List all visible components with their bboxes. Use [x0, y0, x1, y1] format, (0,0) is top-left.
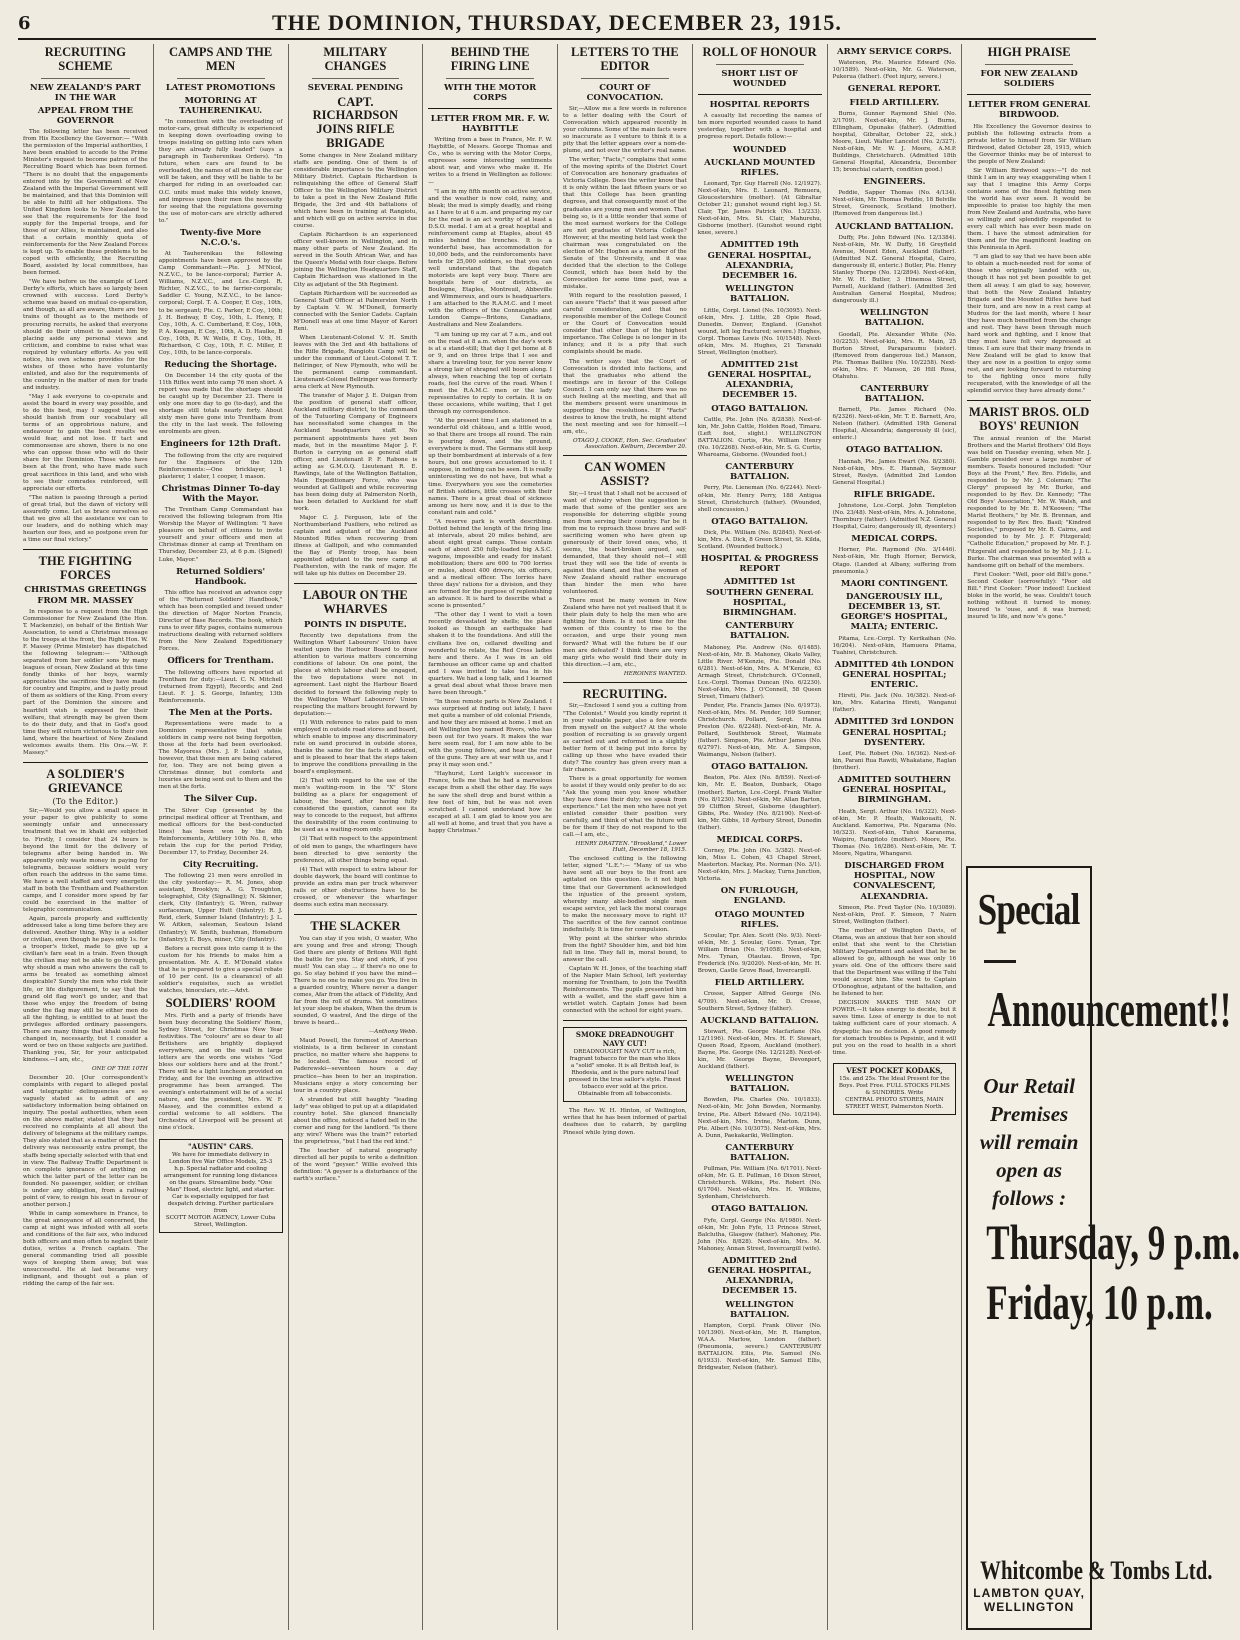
- article-paragraph: Peddie, Sapper Thomas (No. 4/134). Next-of-kin, Mr. Thomas Peddie, 18 Belville Street, Greenock, Scotland (mother). (Removed from dangerous list.): [832, 190, 957, 218]
- article-subheading: ARMY SERVICE CORPS.: [837, 47, 952, 57]
- article-paragraph: Beaton, Pte. Alex (No. 8/859). Next-of-kin, Mr. E. Beaton, Dunback, Otago (mother). Barton, Lce.-Corpl. Frank Walter (No. 8/1230). Next-of-kin, Mr. Allan Barton, 59 Cliffton Street, Gisborne (daughter). Gibbs, Pte. Wesley (No. 8/2190). Next-of-kin, Mr. Gibbs, 18 Ayrbury Street, Dunedin (father).: [697, 775, 822, 831]
- heading-rule: [177, 78, 265, 79]
- article-paragraph: Burns, Gunner Raymond Shiel (No. 2/1709). Next-of-kin, Mr. J. Burns, Ellingham, Opunake (father). (Admitted hospital, Gibraltar, October 22, sick.) Moore, Lieut. Walter Lancelot (No. 2/327). Next-of-kin, Mr. W. J. Moore, A.M.P. Buildings, Christchurch. (Admitted 18th General Hospital, Alexandria, December 15; bronchial catarrh, condition good.): [832, 110, 957, 174]
- section-rule: [294, 914, 418, 915]
- article-subheading: OTAGO BATTALION.: [845, 445, 943, 456]
- article-paragraph: Captain Richardson will be succeeded as General Staff Officer at Palmerston North by Captain V. W. M'Donell, formerly connected with the Senior Cadets. Captain M'Donell was at one time Mayor of Karori Reni.: [293, 290, 418, 332]
- article-paragraph: Heath, Sergt. Arthur (No. 16/322). Next-of-kin, Mr. P. Heath, Waikouaiti, N. Auckland. Kamoriwa, Pte. Ngarama (No. 16/323). Next-of-kin, Tuhoi Karanema, Waipiro, Rangitoto (mother). Moore, Pte. Thomas (No. 16/286). Next-of-kin, Mr. T. Moore, Ngatira, Whangarei.: [832, 808, 957, 857]
- article-paragraph: Horner, Pte. Raymond (No. 3/1446). Next-of-kin, Mr. Hugh Horner, Berwick, Otago. (Landed at Albany, suffering from pneumonia.): [832, 547, 957, 575]
- article-subheading: FOR NEW ZEALAND SOLDIERS: [980, 68, 1078, 89]
- article-subheading: CHRISTMAS GREETINGS FROM MR. MASSEY: [24, 585, 147, 606]
- article-subheading: ENGINEERS.: [863, 177, 926, 188]
- column-heading: ROLL OF HONOUR: [702, 45, 817, 59]
- article-paragraph: The following letter has been received from His Excellency the Governor:— "With the permission of the Imperial authorities, I have been enabled to accede to the Prime Minister's request to become patron of the Recruiting Board which has been formed. "There is no doubt that the engagements entered into by the Government of New Zealand with the Imperial Government will be maintained, and that this Dominion will be able to fulfil all her obligations. The United Kingdom looks to New Zealand to see that the requirements for the food supply for the Imperial troops, and for those of our Allies, is maintained, and also that a certain monthly quota of reinforcements for the New Zealand Forces is kept up. To enable these problems to be coped with efficiently, the Recruiting Board, assisted by local committees, has been formed.: [23, 129, 148, 277]
- article-paragraph: Scoular, Tpr. Alex. Scott (No. 9/3). Next-of-kin, Mr. J. Scoular, Gore. Tynan, Tpr. William Brian (No. 9/1058). Next-of-kin, Mrs. Tynan, Otautau. Brown, Tpr. Frederick (No. 9/2020). Next-of-kin, Mr. H. Brown, Castle Grove Road, Invercargill.: [697, 932, 822, 975]
- article-paragraph: Maud Powell, the foremost of American violinists, is a firm believer in constant practice, no matter where she happens to be located. The famous record of Paderewski—seventeen hours a day practice—has been to her an inspiration. Musicians enjoy a story concerning her tour in a country place.: [293, 1038, 418, 1094]
- ad-title: SMOKE DREADNOUGHT NAVY CUT!: [575, 1030, 674, 1049]
- heading-rule: [716, 64, 804, 65]
- article-subheading: LETTER FROM MR. F. W. HAYBITTLE: [430, 113, 550, 135]
- article-paragraph: Major C. J. Ferguson, late of the Northumberland Fusiliers, who retired as captain and adjutant of the Auckland Mounted Rifles when recovering from illness at Gallipoli, and who commanded the Bay of Plenty troop, has been appointed adjutant to the new camp at Featherston, with the rank of major. He will take up his duties on December 29.: [293, 515, 418, 578]
- article-paragraph: The Trentham Camp Commandant has received the following telegram from His Worship the Mayor of Wellington: "I have pleasure on behalf of citizens to invite yourself and your officers and men at Christmas dinner at camp at Trentham on Thursday, December 23, at 6 p.m. (Signed) Luke, Mayor.": [158, 507, 283, 563]
- article-subheading: RIFLE BRIGADE.: [853, 489, 936, 500]
- article-paragraph: The transfer of Major J. E. Duigan from the position of general staff officer, Auckland military district, to the command of the Tutuorling Company of Engineers has necessitated some changes in the Auckland headquarters staff. No permanent appointments have yet been made, but in the meantime Major J. F. Burton is carrying on as general staff officer, and Lieutenant P. F. Rabone is acting as G.M.O.Q. Lieutenant R. E. Rawlings, late of the Wellington Battalion, Main Expeditionary Force, who was wounded at Gallipoli and while recovering has been doing duty at Palmerston North, has been detailed to Auckland for staff work.: [293, 393, 418, 512]
- article-subheading: HOSPITAL & PROGRESS REPORT: [700, 554, 819, 575]
- column-8: [961, 44, 1240, 1630]
- article-subheading: WELLINGTON BATTALION.: [725, 284, 794, 305]
- newspaper-title: THE DOMINION, THURSDAY, DECEMBER 23, 1915.: [272, 10, 842, 35]
- article-paragraph: The enclosed cutting is the following letter, signed "L.E.":— "Many of us who have sent all our boys to the front are agitated on this question. Is it not high time that our Government acknowledged the injustice of the present system, whereby many able-bodied single men escape service, yet lack the moral courage to make the necessary move to right it? The sacrifice of the few cannot continue indefinitely. It is time for compulsion.: [563, 856, 687, 933]
- article-subheading: MOTORING AT TAUHERENIKAU.: [179, 95, 263, 116]
- article-headline: RECRUITING.: [582, 686, 668, 701]
- column-heading: RECRUITING SCHEME: [44, 45, 126, 73]
- article-subheading: OTAGO BATTALION.: [711, 516, 809, 527]
- ad-footer: SCOTT MOTOR AGENCY, Lower Cuba Street, Wellington.: [165, 1214, 276, 1228]
- article-paragraph: First Cooker: "Well, poor old Bill's gone." Second Cooker (sorrowfully): "Poor old Bill." First Cooker: "Poor indeed! Luckiest bloke in the world, he was. Couldn't touch nothing without it turned to money. Insured 'is 'ouse, and it was burned; insured 'is life, and now 'e's gone.": [967, 571, 1091, 620]
- article-paragraph: The following 21 men were enrolled in the city yesterday:— R. M. Jones, shop assistant, Brooklyn; A. G. Troughton, telegraphist, City (Signalling); N. Skinner, clerk, City (Infantry); G. Wren, railway surfaceman, Upper Hutt (Infantry); R. J. Reid, clerk, Sumner Island (Infantry); J. L. W. Aitken, salesman, Seatoun Island (Infantry); W. Smith, bushman, Homeburn (Infantry); E. Boys, miner, City (Infantry).: [158, 873, 283, 943]
- ad-special: Special: [968, 886, 1065, 982]
- article-subheading: WOUNDED: [732, 144, 787, 155]
- column-4: [422, 44, 557, 1630]
- article-paragraph: "The nation is passing through a period of great trial, but the dawn of victory will assuredly come. Let us brace ourselves so that we give all the assistance we can to our leaders, and do nothing which may hearten our foes, and so postpone even for a time our final victory.": [23, 494, 148, 543]
- article-paragraph: On December 14 the city quota of the 11th Rifles went into camp 76 men short. A report was made that the shortage should be caught up by December 23. There is only one more day to go (to-day), and the shortage still totals nearly forty. About sixty men have gone into Trentham from the city in the last week. The following enrolments are given.: [158, 373, 283, 436]
- article-paragraph: Goodall, Pte. Alexander White (No. 10/2253). Next-of-kin, Mrs. R. Main, 25 Burton Street, Paraparaumu (sister). (Removed from dangerous list.) Manson, Pte. Thomas Baillieu (No. 10/2258). Next-of-kin, Mrs. F. Manson, 26 Hill Rosa, Otahuhu.: [832, 331, 957, 380]
- section-rule: [23, 762, 148, 763]
- article-subheading: OTAGO BATTALION.: [711, 1204, 809, 1215]
- article-subheading: Engineers for 12th Draft.: [160, 439, 281, 450]
- article-paragraph: Johnstone, Lce.-Corpl. John Templeton (No. 23/48). Next-of-kin, Mrs. A. Johnstone, Thornbury (father). (Admitted N.Z. General Hospital, Cairo; dangerously ill, dysentery.): [832, 503, 957, 531]
- article-paragraph: "I am tuning up my car at 7 a.m., and out on the road at 8 a.m. when the day's work is at a stand-still; that day I get home at 8 or 9, and on three trips that I see and share a traveling tour, for you never know a strong lair of shrapnel will boom along. I always, when reaching the top of certain roads, feel the curve of the road. When I meet the R.A.M.C. men or the lady representative to reply to certain. It is on these occasions, while waiting, that I get through my correspondence.: [428, 331, 552, 416]
- article-subheading: CANTERBURY BATTALION.: [725, 462, 794, 483]
- article-subheading: DANGEROUSLY ILL, DECEMBER 13, ST. GEORGE'S HOSPITAL, MALTA; ENTERIC.: [840, 591, 948, 633]
- article-paragraph: (2) That with regard to the use of the men's waiting-room in the "X" Store building as a place for engagement of labour, the board, after having fully considered the question, cannot see its way to concede to the request, but affirms the desirability of the room continuing to be used as a waiting-room only.: [293, 778, 418, 834]
- article-subheading: CANTERBURY BATTALION.: [860, 383, 929, 405]
- article-paragraph: Sir,—Allow me a few words in reference to a letter dealing with the Court of Convocation which appeared recently in your columns. Some of the main facts were so inaccurate as I venture to think it is a pity that the letter appears over a nom-de-plume, and not over the writer's real name.: [563, 105, 687, 155]
- article-subheading: WELLINGTON BATTALION.: [725, 1299, 794, 1320]
- ad-body: DREADNOUGHT NAVY CUT is rich, fragrant tobacco for the man who likes a "solid" smoke. It is all British leaf, is Rhodesia, and is the pure natural leaf pressed in the true sailor's style. Finest tobacco ever sold at the price. Obtainable from all tobacconists.: [568, 1049, 682, 1098]
- article-subheading: SEVERAL PENDING: [307, 82, 404, 93]
- article-paragraph: Bowden, Pte. Charles (No. 10/1833). Next-of-kin, Mr. John Bowden, Normanby. Irvine, Pte. Albert Edward (No. 10/2194). Next-of-kin, Mrs. Irvine, Marton. Dunn, Pte. Albert (No. 10/3075). Next-of-kin, Mrs. A. Dunn, Paekakariki, Wellington.: [697, 1097, 822, 1139]
- section-rule: [967, 400, 1091, 401]
- article-headline: CAN WOMEN ASSIST?: [584, 460, 666, 488]
- article-paragraph: December 20. [Our correspondent's complaints with regard to alleged postal and telegraphic delinquencies are so vaguely stated as to admit of any satisfactory information being obtained on inquiry. The postal authorities, when seen on the above matter, stated that they had received no complaints at all about the delivery of telegrams at the military camps. They also stated that as a matter of fact the delivery was necessarily extra prompt, the staffs being specially selected with that end in view. The Railway Traffic Department is on complete ignorance of anything on which the latter part of the letter can be founded. No passenger, soldier, or civilian is under any obligation, from a railway point of view, to resign his seat in favour of another person.]: [23, 1075, 148, 1208]
- article-paragraph: Captain Richardson is an experienced officer well-known in Wellington, and in many other parts of New Zealand. He served in the South African War, and has the Queen's Medal with four clasps. Before joining the Wellington Headquarters Staff, Captain Richardson was stationed in the City as adjutant of the 5th Regiment.: [293, 232, 418, 288]
- article-subheading: WITH THE MOTOR CORPS: [444, 82, 537, 103]
- article-subheading: ADMITTED 19th GENERAL HOSPITAL, ALEXANDRIA, DECEMBER 16.: [707, 240, 812, 281]
- article-paragraph: Mrs. Firth and a party of friends have been busy decorating the Soldiers' Room, Sydney Street, for Christmas New Year festivities. The "colours" are so dear to all Britishers are brightly displayed everywhere, and on the wall in large letters are the words one wishes "God bless our soldiers here and at the front." There will be a light luncheon provided on Friday, and for the evening an attractive programme has been arranged. The evening's entertainment will be of a social nature, and the president, Mrs. W. F. Massey, and the committee extend a cordial welcome to all soldiers. The Orchestra of Liverpool will be present at nine o'clock.: [158, 1012, 283, 1132]
- article-signature: HENRY DRATTEN. "Brookland," Lower Hutt, December 18, 1915.: [575, 841, 687, 854]
- ad-title: "AUSTIN" CARS.: [187, 1141, 254, 1151]
- article-paragraph: Hampton, Corpl. Frank Oliver (No. 10/1390). Next-of-kin, Mr. R. Hampton, W.A.A. Marlow, London (father). (Pneumonia, severe.) CANTERBURY BATTALION. Ellis, Pte. Samuel (No. 6/1933). Next-of-kin, Mr. Samuel Ellis, Bridgwater, Nelson (father).: [697, 1322, 822, 1372]
- article-paragraph: The following from the city are required for the Engineers of the 12th Reinforcements:—One bricklayer, 1 plasterer, 1 slater, 1 cooper, 1 mason.: [158, 452, 283, 480]
- ad-footer: CENTRAL PHOTO STORES, MAIN STREET WEST, Palmerston North.: [845, 1096, 944, 1110]
- ad-announcement: Announcement!!: [987, 981, 1232, 1037]
- article-paragraph: The mother of Wellington Davis, of Otama, was an anxious that her son should enlist that she went to the Christian Military Department and asked that he be allowed to go, although he was only 16 years old. One of the officers there said that the Department was willing if the Tuhi would accept him. She went to Captain O'Donoghue, adjutant of the battalion, and he listened to her.: [832, 927, 957, 998]
- section-rule: [967, 94, 1091, 95]
- article-paragraph: Waterson, Pte. Maurice Edward (No. 10/1589). Next-of-kin, Mr. G. Waterson, Pukerua (father). (Feet injury, severe.): [832, 60, 957, 81]
- masthead: [18, 8, 1096, 40]
- ad-body: We have for immediate delivery in London five War Office Models, 25-3 h.p. Special radiator and cooling arrangement for running long distances on the gears. Streamline body. "One Man" Hood, electric light, and starter. Car is especially equipped for fast despatch driving. Further particulars from: [163, 1151, 278, 1214]
- article-headline: LABOUR ON THE WHARVES: [303, 588, 408, 617]
- article-paragraph: Cattle, Pte. John (No. 8/2838). Next-of-kin, Mr. John Cattle, Holden Road, Timaru. (Left foot, slight.) WELLINGTON BATTALION. Curtis, Pte. William Henry (No. 10/2268). Next-of-kin, Mr. S. G. Curtis, Whareama, Gisborne. (Wounded foot.): [697, 416, 822, 459]
- column-6: [692, 44, 827, 1630]
- article-paragraph: Pender, Pte. Francis James (No. 6/1973). Next-of-kin, Mrs. M. Pender, 169 Sumner, Christchurch. Pollard, Sergt. Hanna Preston (No. 6/2248). Next-of-kin, Mr. A. Pollard, Southbrook Street, Waimate (father). Simpson, Pte. Arthur James (No. 6/2797). Next-of-kin, Mr. A. Simpson, Waimangu, Nelson (father).: [697, 702, 822, 759]
- article-paragraph: Fyfe, Corpl. George (No. 8/1980). Next-of-kin, Mr. John Fyfe, 13 Princes Street, Balclutha, Glasgow (father). Mahoney, Pte. John (No. 8/828). Next-of-kin, Mrs. M. Mahoney, Annan Street, Invercargill (wife).: [697, 1217, 822, 1252]
- ad-address: LAMBTON QUAY, WELLINGTON: [973, 1586, 1085, 1614]
- article-paragraph: Barnett, Pte. James Richard (No. 6/2326). Next-of-kin, Mr. T. E. Barnett, Aro, Nelson (father). (Admitted 19th General Hospital, Alexandria; dangerously ill (sic), enteric.): [832, 407, 957, 442]
- article-paragraph: The Rev. W. H. Hinton, of Wellington, writes that he has been informed of partial deafness due to catarrh, by gargling Pinesol while lying down.: [563, 1108, 687, 1136]
- article-paragraph: The annual reunion of the Marist Brothers and the Marist Brothers' Old Boys was held on Tuesday evening, when Mr. J. Gamble presided over a large number of members. Toasts honoured included: "Our Boys at the Front," Rev. Bro. Fidelis, and responded to by Mr. J. Coleman; "The Clergy" proposed by Mr. Burke, and responded to by Rev. Dr. Kennedy; "The Old Boys' Association," Mr. W. Walsh, and responded to by Mr. E. M'Keowen; "The Marist Brothers," by Mr. B. Brennan, and responded to by Rev. Bro. Basil; "Kindred Societies," proposed by Mr. B. Cairns, and responded to by Mr. J. F. Fitzgerald; "Catholic Education," proposed by Mr. F. J. Fitzgerald and responded to by Mr. J. J. L. Burke. The chairman was presented with a handsome gift on behalf of the members.: [967, 435, 1091, 569]
- heading-rule: [312, 78, 400, 79]
- article-paragraph: (4) That with respect to extra labour for double daywork, the board will continue to provide an extra man per truck wherever rails or other obstructions have to be crossed, or whenever the wharfinger deems such extra man necessary.: [293, 866, 418, 908]
- article-paragraph: Sir,—I trust that I shall not be accused of want of chivalry when the suggestion is made that some of the gentler sex are responsible for deterring eligible young men from serving their country. Far be it from me to reproach those brave and self-sacrificing women who have given up generously of their loved ones, who, it seems, the heart-broken argued, say, demanded, that they should not—I still trust they will see the tide of events is against this stand, and that the women of New Zealand should rather encourage than hinder the men who have volunteered.: [563, 490, 687, 596]
- article-paragraph: Sir,—Would you allow a small space in your paper to give publicity to some seemingly unfair and unnecessary treatment that we in khaki are subjected to. Firstly, I consider that 24 hours is beyond the limit for the delivery of telegrams after being handed in. We apparently only waste money in paying for telegrams, because soldiers would very often reach the address in the same time. We have a well staffed and very energetic staff in both the Trentham and Featherston camps, and I consider more speed by far could be exercised in the matter of telegraphic communication.: [23, 808, 148, 913]
- article-paragraph: The following officers have reported at Trentham for duty:—Lieut. C. N. Mitchell (returned from Egypt), Records; and 2nd Lieut. F. J. S. George, Infantry, 13th Reinforcements.: [158, 669, 283, 704]
- article-paragraph: Simeon, Pte. Fred Taylor (No. 10/3089). Next-of-kin, Prof. F. Simeon, 7 Nairn Street, Wellington (father).: [832, 904, 957, 925]
- article-subheading: City Recruiting.: [182, 859, 259, 870]
- article-signature: —Anthony Webb.: [368, 1029, 418, 1036]
- column-heading: BEHIND THE FIRING LINE: [450, 45, 530, 73]
- article-subheading: ADMITTED 3rd LONDON GENERAL HOSPITAL; DYSENTERY.: [834, 717, 955, 748]
- article-subheading: WELLINGTON BATTALION.: [725, 1074, 794, 1095]
- article-paragraph: At Tauherenikau the following appointments have been approved by the Camp Commandant:—Pte. J. M'Nicol, N.Z.V.C., to be lance-corporal; Farrier A. Williams, N.Z.V.C., and Lce.-Corpl. R. Richter, N.Z.V.C., to be farrier-corporals; Saddler C. Young, N.Z.V.C., to be lance-corporal; Corpl. T. A. Cooper, E Coy., 10th, to be sergeant; Pte. C. Parker, E Coy., 10th; J. H. Bedway, E Coy., 10th, L. Henry, E Coy., 10th, A. C. Cumberland, E Coy., 10th, P. A. Keegan, E Coy., 10th, A. D. Haulke, B Coy., 10th, R. W. Wells, E Coy., 10th, H. Richardson, C Coy., 10th, F. C. Miller, E Coy., 10th, to be lance-corporals.: [158, 251, 283, 356]
- article-paragraph: The writer says that the Court of Convocation is divided into factions, and that the graduates who attend the meetings are in favour of the College Council. I can only say that there was no such feeling at the meeting, and that all the members present were unanimous in supporting the resolutions. If "Facts" desires to know the truth, he might attend the next meeting and see for himself.—I am, etc.,: [563, 358, 687, 435]
- article-paragraph: "Hayhurst, Lord Leigh's successor in France, tells me that he had a marvelous escape from a shell the other day. He says he saw the shell drop and burst within a few feet of him, but he was not even scratched. I cannot understand how he escaped at all. I am glad to know you are all well at home, and trust that you have a happy Christmas.": [428, 771, 552, 834]
- article-subheading: AUCKLAND BATTALION.: [700, 1015, 819, 1026]
- article-paragraph: The teacher of natural geography directed all her pupils to write a definition of the word "geyser." Willie evolved this definition: "A geyser is a disturbance of the earth's surface.": [293, 1147, 418, 1183]
- article-paragraph: This office has received an advance copy of the "Returned Soldiers' Handbook," which has been compiled and issued under the direction of Major Norton Francis, Director of Base Records. The book, which runs to over fifty pages, contains numerous instructions dealing with returned soldiers from the New Zealand Expeditionary Forces.: [158, 589, 283, 653]
- article-headline: SOLDIERS' ROOM: [165, 995, 276, 1010]
- ad-thursday-hours: Thursday, 9 p.m.: [986, 1214, 1240, 1270]
- article-subheading: SHORT LIST OF WOUNDED: [721, 68, 798, 89]
- article-paragraph: Representations were made to a Dominion representative that while soldiers in camp were not being forgotten, those at the forts had been overlooked. The Mayoress (Mrs. J. P. Luke) states, however, that these men are being catered for, too. They are not being given a Christmas dinner, but comforts and luxuries are being sent out to them and the men at the forts.: [158, 720, 283, 791]
- article-paragraph: Some changes in New Zealand military staffs are pending. One of them is of considerable importance to the Wellington Military District. Captain Richardson is relinquishing the office of General Staff Officer to the Wellington Military District to take a post in the New Zealand Rifle Brigade, the 3rd and 4th battalions of which have been in training at Rangiotu, and which will go on active service in due course.: [293, 152, 418, 230]
- column-heading: HIGH PRAISE: [987, 45, 1071, 59]
- article-subheading: CANTERBURY BATTALION.: [725, 621, 794, 642]
- column-heading: LETTERS TO THE EDITOR: [571, 45, 679, 73]
- article-paragraph: There must be many women in New Zealand who have not yet realised that it is their plain duty to help the men who are fighting for them. Is it not time for the women of this country to rise to the occasion, and urge their young men forward? What will the future be if our men are defeated? I think there are very many girls who would find their duty in this direction.—I am, etc.,: [563, 598, 687, 668]
- ad-friday-hours: Friday, 10 p.m.: [986, 1274, 1214, 1330]
- article-paragraph: While in camp somewhere in France, to the great annoyance of all concerned, the camp at night was infested with all sorts and conditions of the fair sex, who induced both officers and men often to neglect their duties, writes a French captain. The general commanding tried all possible ways of keeping them away, but was unsuccessful. He at last became very indignant, and thought out a plan of ridding the camp of the fair sex.: [23, 1210, 148, 1288]
- article-paragraph: Before a recruit goes into camp it is the custom for his friends to make him a presentation. Mr. A. E. M'Donald states that he is prepared to give a special rebate of 10 per cent. (is a clearance) of all soldier's requisites, such as wristlet watches, binoculars, etc.—Advt.: [158, 945, 283, 994]
- article-paragraph: Why point at the shirker who shrinks from the fight? Shoulder him, and bid him fall in line. They fall in, moral bound, to answer the call.: [563, 935, 687, 963]
- article-paragraph: "We have before us the example of Lord Derby's efforts, which have so largely been crowned with success. Lord Derby's scheme was based on mutual co-operation, and though, as all are aware, there are two trains of thought as to the methods of procuring recruits, he asked that everyone should do their utmost to assist him by placing aside any personal views and criticism, and combine to raise what was required by voluntary efforts. As you will notice, his own scheme provides for the wishes of those who have voluntarily enlisted, and also for the requirements of the country in the matter of men for trade and industry.: [23, 279, 148, 391]
- page-number: 6: [18, 12, 31, 34]
- article-paragraph: (1) With reference to rates paid to men employed in outside road stores and board, which enable to impose any discriminatory rate on sand procured in outside stores, thanks the same for the facts it adduced, and is pleased to hear that the steps taken to improve the conditions prevailing in the board's employment.: [293, 719, 418, 776]
- article-paragraph: There is a great opportunity for women to assist if they would only prefer to do so: "Ask the young men you know whether they have done their duty; we speak from experience." Let the men who have not yet enlisted consider their position very carefully, and think of what the future will be for them if they do not respond to the call.—I am, etc.,: [563, 775, 687, 839]
- article-paragraph: Crosse, Sapper Alfred George (No. 4/709). Next-of-kin, Mr. D. Crosse, Southern Street, Sydney (father).: [697, 991, 822, 1012]
- ad-firm-name: Whitcombe & Tombs Ltd.: [980, 1556, 1213, 1585]
- ad-dash: [984, 960, 1016, 963]
- heading-rule: [41, 78, 130, 79]
- article-paragraph: "In those remote parts is New Zealand. I was surprised at finding out lately, I have met quite a number of old colonial Friends, and how they are missed at home. I met an old Wellington boy named Rivers, who has been out for two years. It makes the war here seem real, for I am now able to be with the young fellows, and hear the roar of the guns. They are at war with us, and I pray it may soon end.": [428, 698, 552, 769]
- article-subheading: Officers for Trentham.: [167, 656, 274, 667]
- article-paragraph: The Silver Cup (presented by the principal medical officer at Trentham, and medical officers for the best-conducted lines) has been won by the 8th Reinforcements, Artillery 10th No. 8, who retain the cup for the period Friday, December 17, to Friday, December 24.: [158, 807, 283, 856]
- article-paragraph: "May I ask everyone to co-operate and assist the board in every way possible, and to do this best, may I suggest that we should banish from our vocabulary all terms of an opprobrious nature, and endeavour to gain the best results we would fear, and not lose. If tact and commonsense are shown, there is no one who can oppose those who will do their share for the Dominion. Those who have been at the front, who have made such great sacrifices in this land, and who wish to see their comrades reinforced, will appreciate our efforts.: [23, 393, 148, 492]
- article-paragraph: Pullman, Pte. William (No. 6/1701). Next-of-kin, Mr. G. E. Pullman, 16 Dixon Street, Christchurch. Wilkins, Pte. Robert (No. 6/1704). Next-of-kin, Mrs. H. Wilkins, Sydenham, Christchurch.: [697, 1166, 822, 1201]
- article-subheading: Twenty-five More N.C.O.'s.: [180, 227, 262, 248]
- column-grid: [18, 44, 1240, 1630]
- article-headline: THE FIGHTING FORCES: [38, 553, 133, 582]
- article-paragraph: A casualty list recording the names of ten more reported wounded cases to hand yesterday, together with a hospital and progress report. Details follow:—: [697, 113, 822, 141]
- article-paragraph: Sir William Birdwood says:—"I do not think I am in any way exaggerating when I say that I imagine this Army Corps contains some of the finest fighting men the world has ever seen. It would be impossible to praise too highly the men from New Zealand and Australia, who have so willingly and splendidly responded to every call which has ever been made on them. I have the utmost admiration for them and for the magnificent leading on this Peninsula in April.: [967, 167, 1091, 252]
- article-subheading: ADMITTED SOUTHERN GENERAL HOSPITAL, BIRMINGHAM.: [837, 775, 951, 806]
- article-headline: THE SLACKER: [310, 918, 401, 933]
- classified-advertisement: [159, 1139, 283, 1233]
- article-paragraph: When Lieutenant-Colonel V. H. Smith leaves with the 3rd and 4th battalions of the Rifle Brigade, Rangiotu Camp will be under the command of Lieut.-Colonel T. T. Bellringer, of New Plymouth, who will be the permanent camp commandant. Lieutenant-Colonel Bellringer was formerly area clerk at New Plymouth.: [293, 334, 418, 391]
- article-paragraph: Hannah, Pte. James Ewart (No. 8/2380). Next-of-kin, Mrs. E. Hannah, Seymour Street, Roslyn. (Admitted 2nd London General Hospital.): [832, 458, 957, 486]
- article-subheading: Christmas Dinner To-day With the Mayor.: [161, 483, 280, 505]
- article-subheading: FIELD ARTILLERY.: [714, 978, 805, 989]
- ad-title: VEST POCKET KODAKS,: [846, 1065, 943, 1075]
- column-3: [288, 44, 423, 1630]
- article-subheading: DISCHARGED FROM HOSPITAL, NOW CONVALESCENT, ALEXANDRIA.: [844, 860, 945, 902]
- article-paragraph: You can stay if you wish, O waster, Who are young and free and strong; Though God there are plenty of Britons Will fight the battle for you. Stay and shirk, if you must! You can stay ... if there's no one to go. So stay behind if you have the mind— There is no one to make you go. You live in a guarded country, Where never a danger comes, Afar from the attack of Fidelity, And far from the roll of drums. Yet sometimes let your sleep be shaken, When the drum is sounded, O wastrel, And the dirge of the brave is heard...: [293, 935, 418, 1027]
- article-paragraph: (3) That with respect to the appointment of old men to gangs, the wharfingers have been directed to give seniority the preference, all other things being equal.: [293, 836, 418, 864]
- article-subheading: CANTERBURY BATTALION.: [725, 1142, 794, 1163]
- article-paragraph: A stranded but still haughty "leading lady" was obliged to put up at a dilapidated country hotel. She glanced financially about the office, noticed a faded bell in the corner and rang for the landlord. "Is there any wire? Where was the train?" retorted the proprietress, "but I had the red kind.": [293, 1096, 418, 1145]
- article-paragraph: Perry, Pte. Lieneman (No. 6/2244). Next-of-kin, Mr. Henry Perry, 188 Antigua Street, Christchurch (father). (Wounded, shell concussion.): [697, 485, 822, 513]
- column-5: [557, 44, 692, 1630]
- article-paragraph: Leef, Pte. Robert (No. 16/362). Next-of-kin, Parani Rua Rawiti, Whakatane, Raglan (brother).: [832, 750, 957, 772]
- article-signature: ONE OF THE 10TH: [91, 1066, 148, 1073]
- heading-rule: [581, 78, 669, 79]
- article-paragraph: "In connection with the overloading of motor-cars, great difficulty is experienced in keeping down overloading owing to troops insisting on getting into cars when they are already fully loaded" (says a paragraph in Tauherenikau Orders). "In future, when cars are found to be overloaded, the names of all men in the car will be taken, and they will be liable to be charged for riding in an overloaded car. O.C. units must make this widely known, and impress upon their men the necessity for seeing that the regulations governing the use of motor-cars are strictly adhered to.": [158, 119, 283, 224]
- article-paragraph: His Excellency the Governor desires to publish the following extracts from a private letter to himself from Sir William Birdwood, dated October 28, 1915, which the Governor thinks may be of interest to the people of New Zealand:: [967, 123, 1091, 165]
- article-subheading: ADMITTED 21st GENERAL HOSPITAL, ALEXANDRIA, DECEMBER 15.: [707, 359, 812, 401]
- article-paragraph: Little, Corpl. Lionel (No. 10/3095). Next-of-kin, Mrs. J. Little, 28 Opie Road, Dunedin. Denver, England. (Gunshot wound, left leg fractured; severe.) Hughes, Corpl. Thomas Lewis (No. 10/1548). Next-of-kin, Mrs. M. Hughes, 21 Taranaki Street, Wellington (mother).: [697, 307, 822, 356]
- article-paragraph: "I am in my fifth month on active service, and the weather is now cold, rainy, and bleak; the mud is simply deadly, and rising as I have to at 6 a.m. and preparing my car for the road is an act worthy of at least a D.S.O. medal. I am at a great hospital and reinforcement camp at Etaples, about 45 miles behind the trenches. It is a wonderful base, has accommodation for 10,000 beds, and the reinforcements have tents for 25,000 soldiers, so that you can well understand that the dispatch motorists are kept very busy. There are hospitals here of our districts, as Boulogne, Etaples, Montreuil, Abbeville and Wimmereux, and ours is headquarters. I am attached to the R.A.M.C. and I meet with the officers of the Connaughts and London Camps—Britons, Canadians, Australians and New Zealanders.: [428, 188, 552, 329]
- article-paragraph: Recently two deputations from the Wellington Wharf Labourers' Union have waited upon the Harbour Board to draw attention to various matters concerning conditions of labour. On one point, the places at which labour shall be engaged, the two deputations were not in agreement. Last night the Harbour Board decided to forward the following reply to the Wellington Wharf Labourers' Union respecting the matters brought forward by deputation:—: [293, 633, 418, 717]
- article-subheading: NEW ZEALAND'S PART IN THE WAR: [29, 82, 141, 103]
- section-rule: [294, 583, 418, 584]
- article-paragraph: "The other day I went to visit a town recently devastated by shells; the place looked as though an earthquake had shaken it to the foundations. And still the civilians live on, cellared dwelling and wonderful to relate, the Red Cross ladies here and there. As I was in an old farmhouse an officer came up and chatted and I was invited to take tea in his quarters. We had a long talk, and I learned a great deal about what these brave men have been through.": [428, 612, 552, 696]
- section-rule: [563, 1020, 687, 1021]
- article-paragraph: Duffy, Pte. John Edward (No. 12/3384). Next-of-kin, Mr. W. Duffy, 16 Greyfield Avenue, Mount Eden, Auckland (father). (Admitted N.Z. General Hospital, Cairo, dangerously ill, enteric.) Butler, Pte. Henry Stanley Thorpe (No. 12/2894). Next-of-kin, Mr. W. H. Butler, 3 Hinemoa Street, Parnell, Auckland (father). (Admitted 3rd Australian General Hospital, Mudros; dangerously ill.): [832, 234, 957, 305]
- article-subheading: MEDICAL CORPS.: [716, 834, 803, 845]
- article-subheading: LATEST PROMOTIONS: [165, 82, 276, 93]
- article-subheading: HOSPITAL REPORTS: [709, 100, 810, 111]
- article-paragraph: "At the present time I am stationed in a wonderful old château, and a little wood, so that there are troops all round. The rain is pouring down, and the ground, everywhere is mud. The Germans still keep up their bombardment at intervals of a few hours, but one grows accustomed to it. I suppose, in nothing can be seen. It is really uninteresting we do not have, but what a time. Everywhere you see the cemeteries of British soldiers, little crosses with their names. There is a great deal of sickness among us here now, and it is due to the constant rain and cold.": [428, 418, 552, 516]
- article-subheading: AUCKLAND BATTALION.: [835, 221, 954, 232]
- article-subheading: Reducing the Shortage.: [164, 359, 278, 370]
- article-subheading: ADMITTED 4th LONDON GENERAL HOSPITAL; ENTERIC.: [834, 659, 954, 691]
- classified-advertisement: [563, 1027, 687, 1102]
- article-paragraph: The writer, "Facts," complains that some of the moving spirits of the District Court of Convocation are honorary graduates of Victoria College. Does the writer know that it is only within the last fifteen years or so that this College has been granting degrees, and that consequently most of the graduates are young men and women. That being so, is it a little wonder that some of the most earnest workers for the College are not graduates of Victoria College? However, at the meeting held last week the chairman was congratulated on the election of Mr. Hogben as a member of the Senate of the University, and it was decided that the election to the College Council, which has been held by the Convocation for some time past, was a mistake.: [563, 157, 687, 291]
- article-subheading: MAORI CONTINGENT.: [840, 578, 948, 589]
- article-paragraph: Captain W. H. Jones, of the teaching staff of the Napier Main School, left yesterday morning for Trentham, to join the Twelfth Reinforcements. The pupils presented him with a wallet, and the staff gave him a wristlet watch. Captain Jones had been connected with the school for eight years.: [563, 966, 687, 1015]
- ad-body: 15s. and 25s. The Ideal Present for the Boys. Post Free. FULL STOCKS FILMS & SUNDRIES. Write: [838, 1075, 950, 1096]
- article-subheading: The Silver Cup.: [184, 794, 258, 805]
- article-paragraph: Stewart, Pte. George Macfarlane (No. 12/1196). Next-of-kin, Mrs. H. F. Stewart, Queen Road, Epsom, Auckland (mother). Bayne, Pte. George (No. 12/2128). Next-of-kin, Mr. George Bayne, Devonport, Auckland (father).: [697, 1028, 822, 1071]
- article-paragraph: Hireti, Pte. Jack (No. 16/382). Next-of-kin, Mrs. Katarina Hireti, Wanganui (father).: [832, 693, 957, 714]
- article-paragraph: Pitama, Lce.-Corpl. Ty Kerikaihan (No. 16/204). Next-of-kin, Hamuera Pitama, Tuahiwi, Christchurch.: [832, 635, 957, 656]
- article-caption: (To the Editor.): [52, 797, 119, 807]
- article-subheading: ADMITTED 1st SOUTHERN GENERAL HOSPITAL, BIRMINGHAM.: [706, 577, 814, 618]
- article-signature: OTAGO J. COOKE, Hon. Sec. Graduates' Association. Kelburn, December 20.: [573, 438, 687, 451]
- article-subheading: OTAGO BATTALION.: [711, 403, 809, 414]
- article-subheading: GENERAL REPORT.: [847, 84, 941, 95]
- article-subheading: COURT OF CONVOCATION.: [586, 82, 664, 103]
- article-headline: A SOLDIER'S GRIEVANCE: [46, 766, 125, 795]
- article-paragraph: Dick, Pte. William (No. 8/2845). Next-of-kin, Mrs. A. Dick, 8 Green Street, St. Kilda, Scotland. (Wounded buttock.): [697, 529, 822, 550]
- article-paragraph: DECISION MAKES THE MAN OF POWER.—It takes energy to decide, but it saves time. Loss of energy is due to not taking sufficient care of your stomach. A dyspeptic has no decision. A good remedy for stomach troubles is Pepsinic, and it will put you on the road to health in a short time.: [832, 1000, 957, 1056]
- article-paragraph: Mahoney, Pte. Andrew (No. 6/1485). Next-of-kin, Mr. B. Mahoney, Okato Valley, Little River. M'Kenzie, Pte. Donald (No. 6/281). Next-of-kin, Mrs. A. M'Kenzie, 63 Armagh Street, Christchurch. O'Connell, Lce.-Corpl. Thomas Duncan (No. 6/2230). Next-of-kin, Mrs. J. O'Connell, 58 Queen Street, Timaru (father).: [697, 644, 822, 700]
- article-subheading: ADMITTED 2nd GENERAL HOSPITAL, ALEXANDRIA, DECEMBER 15.: [707, 1255, 812, 1297]
- article-subheading: APPEAL FROM THE GOVERNOR: [37, 105, 133, 127]
- article-paragraph: Writing from a base in France, Mr. F. W. Haybittle, of Messrs. George Thomas and Co., who is serving with the Motor Corps, expresses some interesting sentiments about war, and views who make it. He writes to a friend in Wellington as follows:—: [428, 137, 552, 186]
- article-subheading: WELLINGTON BATTALION.: [860, 308, 929, 329]
- column-2: [153, 44, 288, 1630]
- heading-rule: [446, 78, 534, 79]
- article-paragraph: Again, parcels properly and sufficiently addressed take a long time before they are delivered. Another thing. Why is a soldier or civilian, even though he pays only 1s. for a trooper's ticket, made to give up a civilian's fare seat in a train. Even though the civilian may not be able to go through, why should a man who answers the call to arms be treated as something almost despicable? Surely the men who risk their life, or life disfigurement, to say that the grand old flag won't go under, and that those who enjoy the freedom of being under the flag may still be either men do all the fighting, is entitled to at least the privileges afforded ordinary passengers. There are many things that khaki could be changed in, necessarily, but I consider a word or two on these subjects are justified. Thanking you, Sir, for your anticipated kindness.—I am, etc.,: [23, 916, 148, 1063]
- article-subheading: POINTS IN DISPUTE.: [304, 619, 407, 630]
- article-paragraph: "I am glad to say that we have been able to obtain a much-needed rest for some of those who originally landed with us, though it has not yet been possible to get them all away. I am glad to say, however, that both the New Zealand Infantry Brigade and the Mounted Rifles have had their turn, and are now in a rest camp at Mudros for the last month, where I hear they have much benefited from the change and rest. They have been through much hard work and fighting, and I know that they must have felt very depressed at times. I am sure that their many friends in New Zealand will be glad to know that they are now in a position to enjoy some rest, and are looking forward to returning to the fighting once more fully recuperated, with the knowledge of all the splendid service they have already done.": [967, 254, 1091, 395]
- article-subheading: AUCKLAND MOUNTED RIFLES.: [704, 157, 816, 178]
- column-7: [827, 44, 962, 1630]
- heading-rule: [985, 64, 1073, 65]
- section-rule: [698, 94, 822, 95]
- article-paragraph: With regard to the resolution passed, I can assure "Facts" that it was passed after careful consideration, and that no responsible member of the College Council or the Court of Convocation would consider that other than of the highest importance. The College is no longer in its infancy, and it is a pity that such complaints should be made.: [563, 293, 687, 356]
- article-subheading: FIELD ARTILLERY.: [849, 97, 940, 108]
- article-paragraph: Corney, Pte. John (No. 3/382). Next-of-kin, Miss L. Cohen, 43 Chapel Street, Masterton. Mackay, Pte. Norman (No. 3/1). Next-of-kin, Mrs. J. Mackay, Turns Junction, Victoria.: [697, 848, 822, 883]
- article-subheading: OTAGO BATTALION.: [711, 762, 809, 773]
- column-heading: CAMPS AND THE MEN: [168, 45, 273, 73]
- article-paragraph: Leonard, Tpr. Guy Harrell (No. 12/1927). Next-of-kin, Mrs. E. Leonard, Remuera, Gloucestershire (mother). (At Gibraltar October 21; gunshot wound right leg.) St. Clair, Tpr. James Patrick (No. 13/233). Next-of-kin, Mrs. St. Clair, Mahurehu, Gisborne (mother). (Gunshot wound right knee, severe.): [697, 181, 822, 237]
- article-subheading: MEDICAL CORPS.: [851, 534, 938, 545]
- whitcombe-tombs-advertisement: [966, 866, 1240, 1630]
- ad-retail-notice: Our Retail Premises will remain open as follows :: [979, 1074, 1079, 1210]
- column-heading: MILITARY CHANGES: [323, 45, 388, 73]
- section-rule: [563, 455, 687, 456]
- article-subheading: LETTER FROM GENERAL BIRDWOOD.: [968, 100, 1091, 121]
- section-rule: [563, 682, 687, 683]
- article-paragraph: Sir,—Enclosed I send you a cutting from "The Colonist." Would you kindly reprint it in your valuable paper, also a few words from myself on the subject? At the whole position of recruiting is so gravely urgent as carried out and reformed in a slightly better form of it being put into force by calling up those who have evaded their duty? The country has given every man a fair chance.: [563, 703, 687, 773]
- article-paragraph: In response to a request from the High Commissioner for New Zealand (the Hon. T. Mackenzie), on behalf of the British War Association, to send a Christmas message to the troops at the front, the Right Hon. W. F. Massey (Prime Minister) has dispatched the following telegram:— "Although separated from her soldier sons by many leagues of ocean, New Zealand at this time fondly thinks of her boys, warmly appreciates the sacrifices they have made for country and Empire, and is justly proud of them as soldiers of the King. From every part of the Dominion the sincere and heartfelt wish is expressed for their welfare, that strength may be given them to do their duty, and that in God's good time they will return victorious to their own land, where the heartiest of New Zealand welcomes awaits them. His Ora.—W. F. Massey.": [23, 608, 148, 756]
- section-rule: [428, 108, 552, 109]
- article-subheading: OTAGO MOUNTED RIFLES.: [714, 909, 805, 930]
- column-1: [18, 44, 153, 1630]
- article-headline: CAPT. RICHARDSON JOINS RIFLE BRIGADE: [312, 94, 399, 150]
- section-rule: [23, 549, 148, 550]
- article-subheading: Returned Soldiers' Handbook.: [176, 566, 266, 587]
- article-subheading: The Men at the Ports.: [168, 707, 273, 718]
- article-subheading: ON FURLOUGH, ENGLAND.: [720, 886, 799, 907]
- article-headline: MARIST BROS. OLD BOYS' REUNION: [968, 405, 1090, 434]
- classified-advertisement: [833, 1063, 957, 1115]
- article-signature: HEROINES WANTED.: [623, 670, 687, 677]
- article-paragraph: "A reserve park is worth describing. Dotted behind the length of the firing line at intervals, about 20 miles behind, are about eight great camps. These contain each of about 250 fully-loaded big A.S.C. wagons, impossible and ready for instant mobilization; there are 600 to 700 lorries or mules, about 400 drivers, six officers, and a medical officer. The lorries have three days' rations for a division, and they are formed for the purpose of replenishing an advance. It is hard to describe what a scene is presented.": [428, 518, 552, 610]
